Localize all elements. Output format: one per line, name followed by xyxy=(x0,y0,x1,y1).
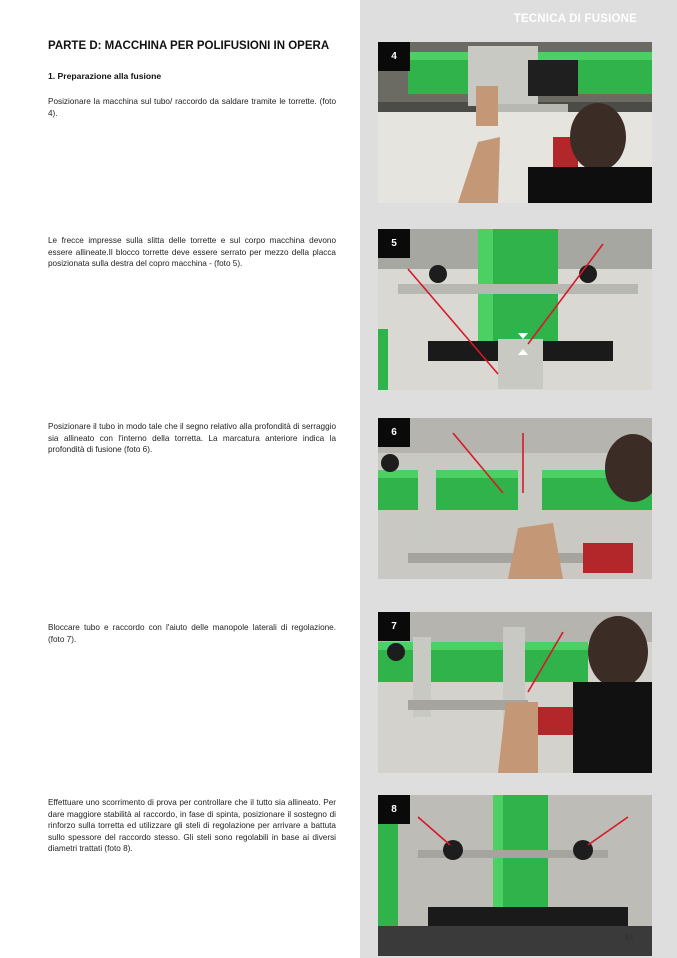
photo-4 xyxy=(378,42,652,203)
photo-6 xyxy=(378,418,652,579)
paragraph-step-5: Le frecce impresse sulla slitta delle torrette e sul corpo macchina devono essere allineate.Il blocco torrette deve essere serrato per mezzo della placca posizionata sulla destra del copro macchina - (foto 5). xyxy=(48,236,336,269)
paragraph-step-6: Posizionare il tubo in modo tale che il segno relativo alla profondità di serraggio sia allineato con l'interno della torretta. La marcatura anteriore indica la profondità di fusione (foto 6). xyxy=(48,422,336,455)
paragraph-step-8: Effettuare uno scorrimento di prova per controllare che il tutto sia allineato. Per dare maggiore stabilità al raccordo, in fase di spinta, posizionare il sostegno di rinforzo sulla torretta ed utilizzare gli steli di regolazione per arrivare a battuta sullo spessore del raccordo stesso. Gli steli sono regolabili in base ai diversi diametri trattati (foto 8). xyxy=(48,798,336,854)
section-title: TECNICA DI FUSIONE xyxy=(513,13,637,25)
photo-7 xyxy=(378,612,652,773)
page-heading: PARTE D: MACCHINA PER POLIFUSIONI IN OPERA xyxy=(48,40,330,52)
section-subheading: 1. Preparazione alla fusione xyxy=(48,71,162,81)
page-number: 51 xyxy=(625,933,634,942)
photo-number-badge: 6 xyxy=(378,418,410,447)
photo-number-badge: 7 xyxy=(378,612,410,641)
paragraph-step-7: Bloccare tubo e raccordo con l'aiuto delle manopole laterali di regolazione. (foto 7). xyxy=(48,623,336,644)
photo-number-badge: 4 xyxy=(378,42,410,71)
photo-5 xyxy=(378,229,652,390)
photo-number-badge: 8 xyxy=(378,795,410,824)
paragraph-step-4: Posizionare la macchina sul tubo/ raccordo da saldare tramite le torrette. (foto 4). xyxy=(48,97,336,118)
photo-number-badge: 5 xyxy=(378,229,410,258)
photo-8 xyxy=(378,795,652,956)
